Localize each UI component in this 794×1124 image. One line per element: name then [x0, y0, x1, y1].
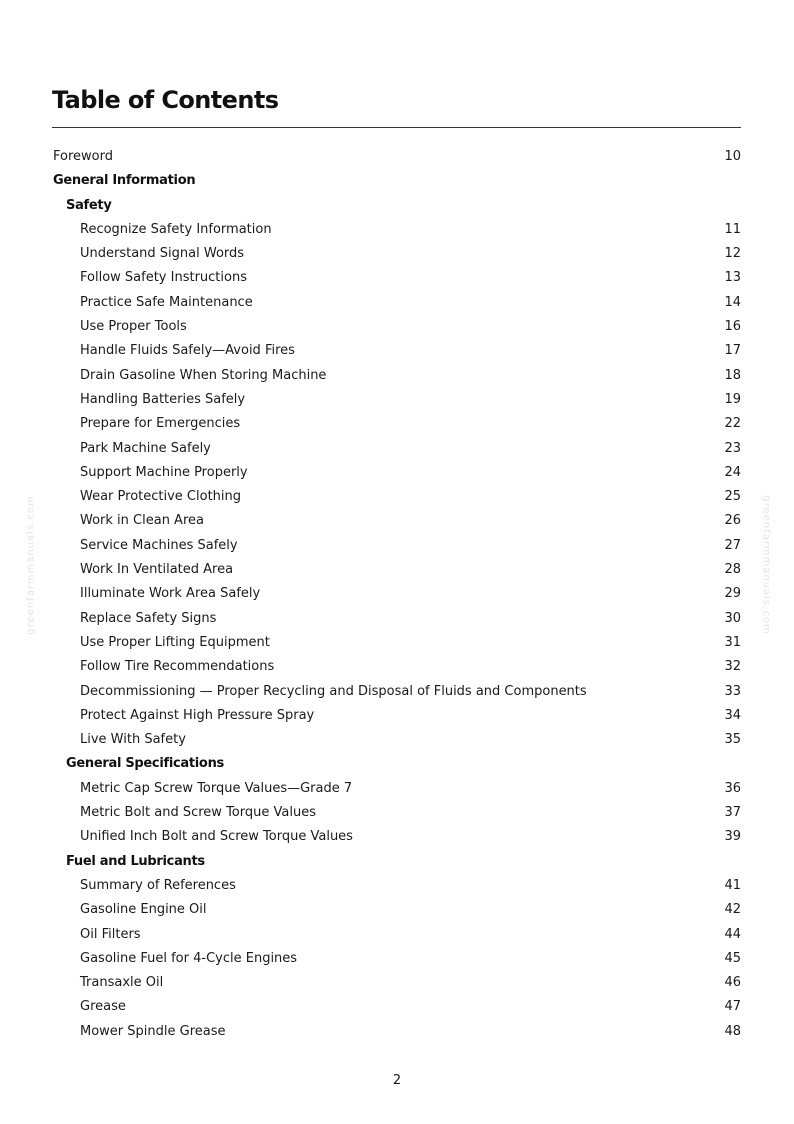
toc-entry-page: 28	[724, 562, 741, 578]
toc-entry[interactable]	[52, 995, 741, 1019]
toc-entry-page: 13	[724, 270, 741, 286]
toc-entry-page: 24	[724, 464, 741, 480]
toc-entry-label: Decommissioning — Proper Recycling and Disposal of Fluids and Components	[80, 683, 587, 699]
title-divider	[52, 127, 741, 128]
toc-entry[interactable]	[52, 437, 741, 461]
toc-entry-page: 14	[724, 294, 741, 310]
toc-entry[interactable]	[52, 364, 741, 388]
toc-entry[interactable]	[52, 728, 741, 752]
toc-entry-label: Practice Safe Maintenance	[80, 294, 253, 310]
toc-entry[interactable]	[52, 825, 741, 849]
toc-entry-page: 17	[724, 343, 741, 359]
toc-entry[interactable]	[52, 923, 741, 947]
toc-entry-label: Mower Spindle Grease	[80, 1023, 226, 1039]
toc-entry-label: General Specifications	[66, 756, 224, 772]
page-title: Table of Contents	[52, 86, 279, 114]
toc-entry-label: Safety	[66, 197, 112, 213]
toc-entry-page: 47	[724, 999, 741, 1015]
page-number: 2	[392, 1073, 402, 1088]
toc-entry[interactable]	[52, 1020, 741, 1044]
toc-entry[interactable]	[52, 558, 741, 582]
toc-entry[interactable]	[52, 315, 741, 339]
toc-entry[interactable]	[52, 801, 741, 825]
toc-entry-label: Support Machine Properly	[80, 464, 248, 480]
toc-entry-label: Handle Fluids Safely—Avoid Fires	[80, 343, 295, 359]
toc-entry-page: 30	[724, 610, 741, 626]
watermark-right: greenfarmmanuals.com	[760, 495, 772, 635]
toc-entry[interactable]	[52, 680, 741, 704]
toc-entry-label: Illuminate Work Area Safely	[80, 586, 261, 602]
toc-entry[interactable]	[52, 291, 741, 315]
toc-entry-page: 27	[724, 537, 741, 553]
toc-entry-page: 39	[724, 829, 741, 845]
toc-entry-page: 23	[724, 440, 741, 456]
toc-entry[interactable]	[52, 485, 741, 509]
toc-entry[interactable]	[52, 947, 741, 971]
toc-entry-page: 10	[724, 149, 741, 164]
toc-entry[interactable]	[52, 242, 741, 266]
toc-entry-page: 25	[724, 489, 741, 505]
toc-entry-label: Park Machine Safely	[80, 440, 211, 456]
toc-entry[interactable]	[52, 145, 741, 169]
toc-entry-page: 36	[724, 780, 741, 796]
toc-entry-label: Grease	[80, 999, 126, 1015]
toc-entry-label: General Information	[53, 173, 196, 189]
toc-entry[interactable]	[52, 412, 741, 436]
toc-entry-page: 18	[724, 367, 741, 383]
toc-entry[interactable]	[52, 607, 741, 631]
toc-entry-label: Handling Batteries Safely	[80, 391, 246, 407]
toc-entry-page: 29	[724, 586, 741, 602]
toc-entry-page: 12	[724, 246, 741, 262]
toc-entry-label: Metric Cap Screw Torque Values—Grade 7	[80, 780, 353, 796]
toc-entry-label: Understand Signal Words	[80, 246, 245, 262]
toc-entry-label: Unified Inch Bolt and Screw Torque Values	[80, 829, 353, 845]
toc-entry-label: Service Machines Safely	[80, 537, 238, 553]
toc-entry-page: 45	[724, 950, 741, 966]
toc-entry-page: 33	[724, 683, 741, 699]
toc-entry-label: Gasoline Engine Oil	[80, 902, 207, 918]
toc-entry[interactable]	[52, 266, 741, 290]
toc-entry[interactable]	[52, 218, 741, 242]
toc-entry[interactable]	[52, 339, 741, 363]
toc-entry-page: 22	[724, 416, 741, 432]
toc-entry-page: 19	[724, 391, 741, 407]
toc-entry-page: 16	[724, 319, 741, 335]
toc-entry[interactable]	[52, 898, 741, 922]
toc-entry-page: 32	[724, 659, 741, 675]
toc-entry[interactable]	[52, 777, 741, 801]
toc-entry-page: 44	[724, 926, 741, 942]
toc-entry-label: Follow Safety Instructions	[80, 270, 247, 286]
toc-entry[interactable]	[52, 655, 741, 679]
toc-entry-label: Follow Tire Recommendations	[80, 659, 275, 675]
toc-section-heading	[52, 194, 741, 218]
toc-entry-label: Recognize Safety Information	[80, 221, 272, 237]
toc-entry[interactable]	[52, 461, 741, 485]
toc-entry-page: 48	[724, 1023, 741, 1039]
toc-entry-page: 31	[724, 634, 741, 650]
toc-entry-page: 34	[724, 707, 741, 723]
toc-section-heading	[52, 752, 741, 776]
toc-entry[interactable]	[52, 631, 741, 655]
toc-entry-page: 35	[724, 732, 741, 748]
toc-entry-page: 42	[724, 902, 741, 918]
toc-entry-page: 11	[724, 221, 741, 237]
watermark-left: greenfarmmanuals.com	[25, 495, 37, 635]
toc-entry-label: Replace Safety Signs	[80, 610, 217, 626]
toc-list	[52, 145, 741, 1044]
toc-section-heading	[52, 850, 741, 874]
toc-entry-label: Use Proper Lifting Equipment	[80, 634, 270, 650]
toc-entry-label: Work in Clean Area	[80, 513, 204, 529]
toc-entry-label: Transaxle Oil	[80, 975, 164, 991]
toc-entry-page: 41	[724, 877, 741, 893]
toc-entry[interactable]	[52, 971, 741, 995]
toc-section-heading	[52, 169, 741, 193]
toc-entry-page: 37	[724, 805, 741, 821]
toc-entry[interactable]	[52, 388, 741, 412]
toc-entry-label: Protect Against High Pressure Spray	[80, 707, 315, 723]
toc-entry-page: 26	[724, 513, 741, 529]
toc-entry-page: 46	[724, 975, 741, 991]
toc-entry[interactable]	[52, 509, 741, 533]
toc-entry-label: Live With Safety	[80, 732, 186, 748]
toc-entry[interactable]	[52, 704, 741, 728]
toc-entry-label: Prepare for Emergencies	[80, 416, 241, 432]
toc-entry-label: Foreword	[53, 149, 113, 164]
toc-entry[interactable]	[52, 582, 741, 606]
toc-entry[interactable]	[52, 534, 741, 558]
toc-entry[interactable]	[52, 874, 741, 898]
toc-entry-label: Fuel and Lubricants	[66, 853, 205, 869]
toc-entry-label: Gasoline Fuel for 4-Cycle Engines	[80, 950, 298, 966]
toc-entry-label: Oil Filters	[80, 926, 141, 942]
toc-entry-label: Drain Gasoline When Storing Machine	[80, 367, 327, 383]
toc-entry-label: Summary of References	[80, 877, 236, 893]
toc-entry-label: Wear Protective Clothing	[80, 489, 242, 505]
toc-entry-label: Work In Ventilated Area	[80, 562, 234, 578]
toc-entry-label: Metric Bolt and Screw Torque Values	[80, 805, 316, 821]
toc-entry-label: Use Proper Tools	[80, 319, 187, 335]
